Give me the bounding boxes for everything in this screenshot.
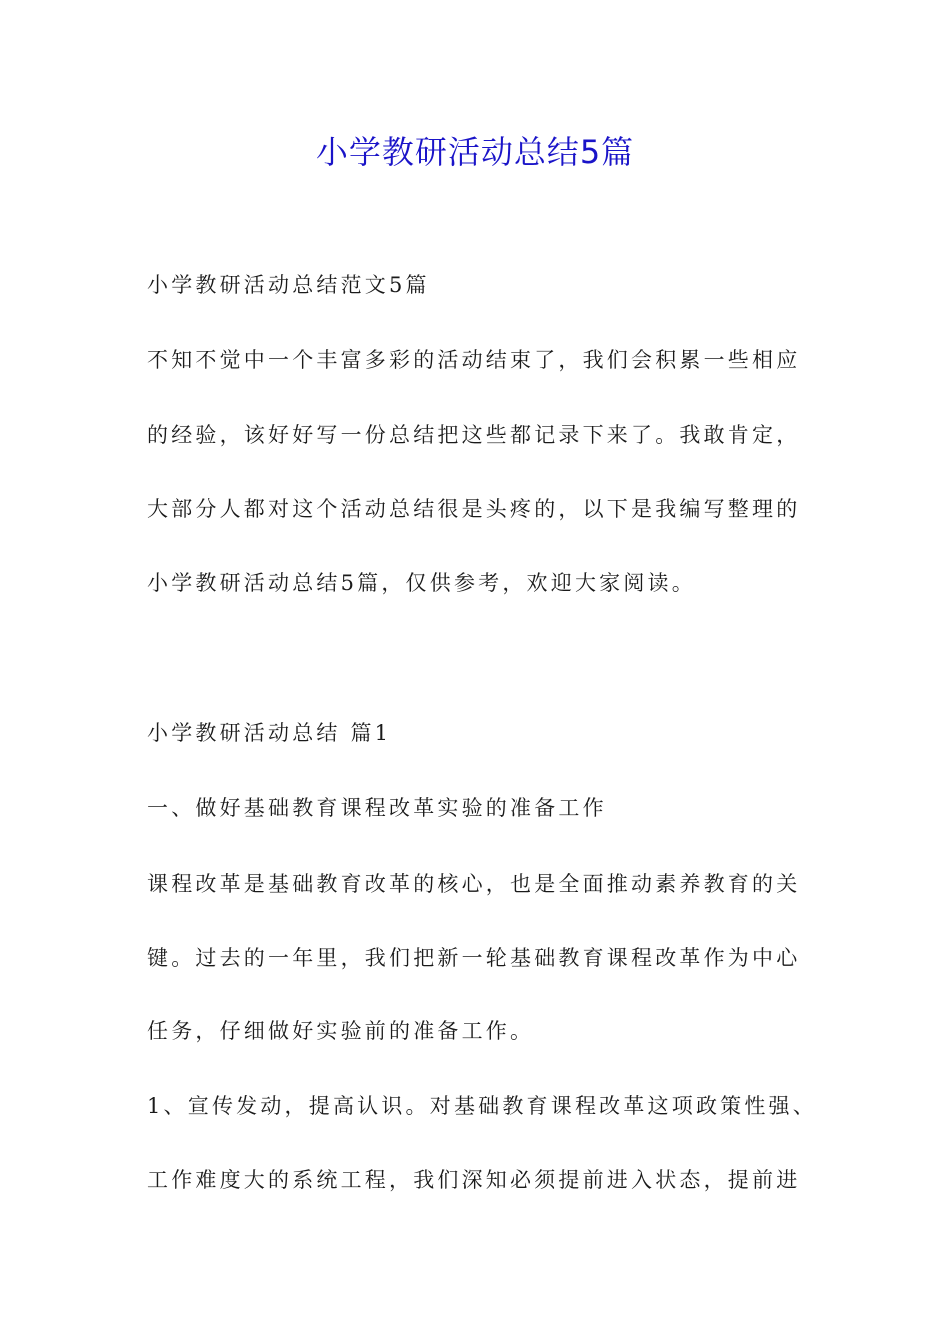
body-line-3: 任务，仔细做好实验前的准备工作。 xyxy=(147,1019,535,1043)
subtitle-line: 小学教研活动总结范文5篇 xyxy=(147,273,430,297)
subsection-heading: 一、做好基础教育课程改革实验的准备工作 xyxy=(147,796,607,820)
body-line-5: 工作难度大的系统工程，我们深知必须提前进入状态，提前进 xyxy=(147,1168,801,1192)
intro-line-2: 的经验，该好好写一份总结把这些都记录下来了。我敢肯定， xyxy=(147,423,801,447)
document-title: 小学教研活动总结5篇 xyxy=(315,133,635,171)
intro-line-3: 大部分人都对这个活动总结很是头疼的，以下是我编写整理的 xyxy=(147,497,801,521)
intro-line-4: 小学教研活动总结5篇，仅供参考，欢迎大家阅读。 xyxy=(147,571,696,595)
body-line-2: 键。过去的一年里，我们把新一轮基础教育课程改革作为中心 xyxy=(147,946,801,970)
body-line-4: 1、宣传发动，提高认识。对基础教育课程改革这项政策性强、 xyxy=(147,1094,817,1118)
section-heading: 小学教研活动总结 篇1 xyxy=(147,721,392,745)
body-line-1: 课程改革是基础教育改革的核心，也是全面推动素养教育的关 xyxy=(147,872,801,896)
intro-line-1: 不知不觉中一个丰富多彩的活动结束了，我们会积累一些相应 xyxy=(147,348,801,372)
